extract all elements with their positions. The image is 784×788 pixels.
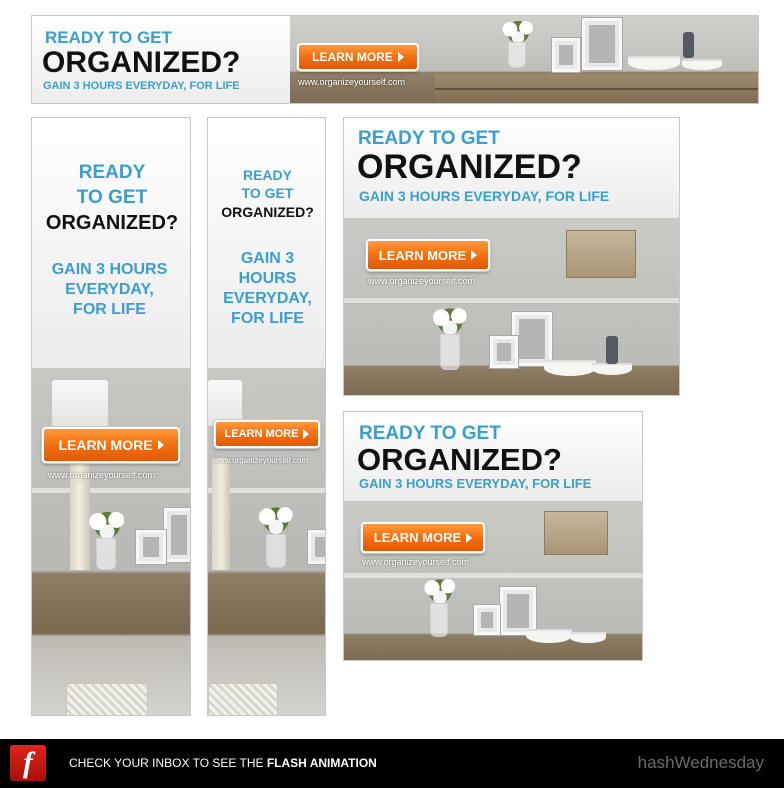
photo-frame-small [136,530,166,564]
footer-notice [69,756,377,770]
vase [266,534,286,568]
brand-name: hashWednesday [637,753,764,772]
bowl [592,363,632,375]
banner-large-rectangle[interactable] [343,117,680,396]
headline-organized: ORGANIZED? [42,46,241,79]
headline-ready: READY TO GET [358,128,500,149]
subhead-gain-3: GAIN 3 [240,250,295,267]
footer-notice-bold: FLASH ANIMATION [266,756,377,770]
rect-copy-panel [344,118,680,218]
banner-skyscraper[interactable] [207,117,326,716]
learn-more-label: LEARN MORE [373,530,462,545]
banner-wide-skyscraper[interactable] [31,117,191,716]
banner-copy-panel [32,16,290,104]
vase [440,334,460,370]
footer-bar [0,739,784,788]
vase [430,603,448,637]
skyscraper-copy-panel [32,118,191,368]
photo-frame [512,312,552,366]
subhead-gain: GAIN 3 HOURS EVERYDAY, FOR LIFE [359,476,592,491]
banner-leaderboard[interactable] [31,15,759,104]
skyscraper-photo [32,368,191,716]
narrow-copy-panel [208,118,326,368]
photo-frame [582,18,622,70]
vase [508,42,526,68]
headline-organized: ORGANIZED? [221,204,314,220]
vase [96,538,116,570]
subhead-hours: GAIN 3 HOURS [51,261,168,278]
photo-frame [164,508,191,562]
flowers [84,508,130,542]
learn-more-label: LEARN MORE [312,50,393,64]
photo-frame-small [490,336,518,368]
photo-frame [500,587,536,635]
play-arrow-icon [398,52,404,62]
phone [683,32,694,58]
photo-frame-small [474,605,500,635]
headline-ready: READY TO GET [359,423,501,444]
basket [208,683,278,716]
learn-more-label: LEARN MORE [224,428,299,440]
bowl [570,632,606,643]
headline-organized: ORGANIZED? [357,148,582,186]
learn-more-button[interactable] [361,522,485,553]
subhead-gain: GAIN 3 HOURS EVERYDAY, FOR LIFE [43,80,240,92]
site-url[interactable]: www.organizeyourself.com [213,456,309,465]
headline-to-get: TO GET [241,185,294,201]
headline-organized: ORGANIZED? [357,442,562,477]
dresser [435,74,759,104]
site-url[interactable]: www.organizeyourself.com [362,557,470,567]
phone [606,336,618,364]
headline-to-get: TO GET [76,187,148,208]
play-arrow-icon [466,533,472,543]
photo-frame [308,530,326,564]
headline-organized: ORGANIZED? [45,212,179,234]
site-url[interactable]: www.organizeyourself.com [48,470,156,480]
lamp-shade [52,380,108,426]
basket [66,683,148,716]
medium-copy-panel [344,412,643,501]
wall-shelf [566,230,636,278]
footer-notice-text: CHECK YOUR INBOX TO SEE THE [69,756,267,770]
flash-logo-icon [10,745,46,781]
subhead-everyday: EVERYDAY, [223,290,312,307]
headline-ready: READY [242,167,292,183]
subhead-hours: HOURS [238,270,297,287]
subhead-for-life: FOR LIFE [231,310,304,327]
flowers [254,503,298,537]
bowl [544,360,596,376]
learn-more-button[interactable] [214,420,320,448]
learn-more-button[interactable] [42,427,180,463]
site-url[interactable]: www.organizeyourself.com [298,77,406,87]
subhead-everyday: EVERYDAY, [65,281,154,298]
flowers [428,304,472,338]
lamp-base [212,458,230,570]
play-arrow-icon [303,429,309,439]
play-arrow-icon [471,250,477,260]
play-arrow-icon [158,440,164,450]
learn-more-label: LEARN MORE [378,247,467,263]
banner-medium-rectangle[interactable] [343,411,643,661]
wall-shelf [544,511,608,555]
bowl [526,629,572,643]
photo-frame-small [552,38,580,72]
learn-more-button[interactable] [297,43,419,71]
bowl [682,59,722,70]
learn-more-label: LEARN MORE [58,437,153,453]
subhead-gain: GAIN 3 HOURS EVERYDAY, FOR LIFE [359,188,610,204]
learn-more-button[interactable] [366,239,490,271]
site-url[interactable]: www.organizeyourself.com [368,276,476,286]
headline-ready: READY [78,162,146,183]
subhead-for-life: FOR LIFE [73,301,146,318]
flash-logo-letter: f [23,746,33,779]
headline-ready: READY TO GET [45,28,172,47]
bowl [628,56,680,70]
